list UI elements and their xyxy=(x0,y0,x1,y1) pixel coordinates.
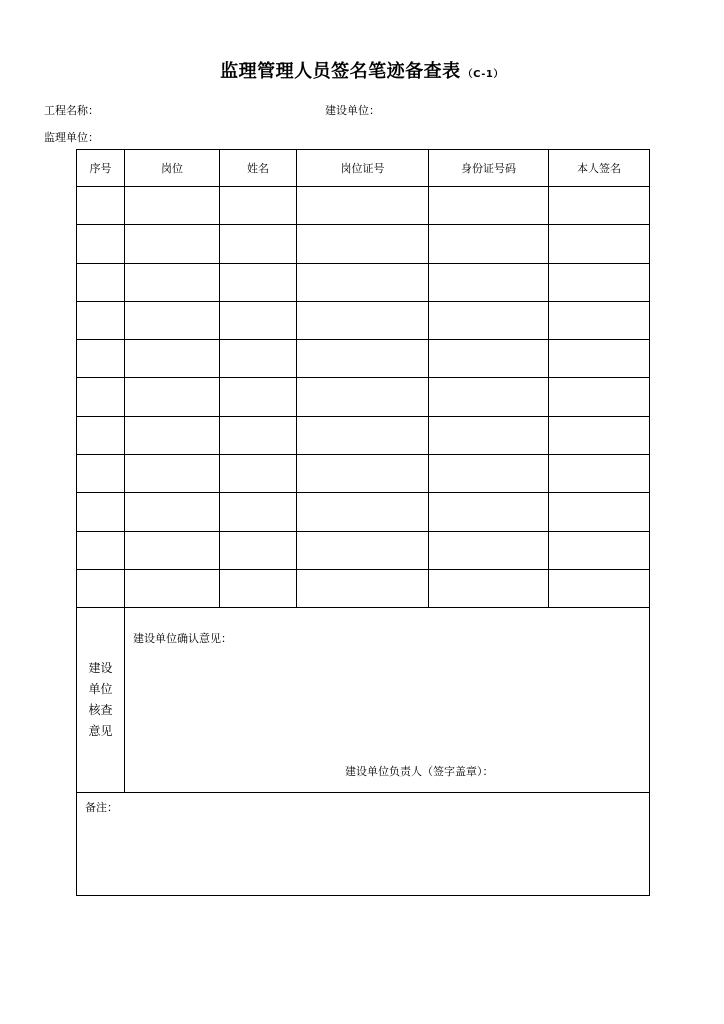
remarks-label: 备注： xyxy=(85,801,118,815)
header-name: 姓名 xyxy=(220,150,297,187)
table-header-row xyxy=(77,150,650,187)
table-cell[interactable] xyxy=(220,455,297,493)
responsible-person-sign-label: 建设单位负责人（签字盖章）： xyxy=(345,765,494,779)
table-cell[interactable] xyxy=(297,263,429,301)
table-cell[interactable] xyxy=(297,569,429,607)
table-cell[interactable] xyxy=(429,531,549,569)
table-cell[interactable] xyxy=(77,531,125,569)
table-cell[interactable] xyxy=(220,378,297,416)
verification-label-line: 核查 xyxy=(88,703,113,718)
table-cell[interactable] xyxy=(297,340,429,378)
table-cell[interactable] xyxy=(77,416,125,454)
table-cell[interactable] xyxy=(429,263,549,301)
table-cell[interactable] xyxy=(125,340,220,378)
table-cell[interactable] xyxy=(125,455,220,493)
header-position: 岗位 xyxy=(125,150,220,187)
table-cell[interactable] xyxy=(77,340,125,378)
table-cell[interactable] xyxy=(220,225,297,263)
supervision-unit-label: 监理单位： xyxy=(44,131,99,144)
table-cell[interactable] xyxy=(297,416,429,454)
table-cell[interactable] xyxy=(429,416,549,454)
table-cell[interactable] xyxy=(125,187,220,225)
header-signature: 本人签名 xyxy=(549,150,650,187)
table-row xyxy=(77,301,650,339)
project-name-label: 工程名称： xyxy=(44,104,99,117)
table-cell[interactable] xyxy=(77,187,125,225)
signature-record-table xyxy=(76,149,650,896)
table-cell[interactable] xyxy=(549,378,650,416)
table-cell[interactable] xyxy=(429,378,549,416)
table-cell[interactable] xyxy=(77,301,125,339)
confirm-opinion-label: 建设单位确认意见： xyxy=(133,632,232,646)
verification-label-cell xyxy=(77,608,125,793)
table-cell[interactable] xyxy=(549,531,650,569)
table-cell[interactable] xyxy=(77,225,125,263)
table-cell[interactable] xyxy=(220,263,297,301)
table-cell[interactable] xyxy=(549,416,650,454)
table-cell[interactable] xyxy=(77,455,125,493)
table-row xyxy=(77,455,650,493)
table-cell[interactable] xyxy=(429,187,549,225)
table-row xyxy=(77,187,650,225)
table-cell[interactable] xyxy=(429,225,549,263)
table-row xyxy=(77,493,650,531)
table-cell[interactable] xyxy=(125,493,220,531)
construction-unit-label: 建设单位： xyxy=(325,104,380,117)
table-cell[interactable] xyxy=(297,493,429,531)
header-serial-no: 序号 xyxy=(77,150,125,187)
table-row xyxy=(77,569,650,607)
table-cell[interactable] xyxy=(549,340,650,378)
remarks-row xyxy=(77,793,650,896)
table-cell[interactable] xyxy=(549,187,650,225)
table-cell[interactable] xyxy=(297,378,429,416)
table-cell[interactable] xyxy=(220,416,297,454)
table-cell[interactable] xyxy=(125,569,220,607)
table-cell[interactable] xyxy=(77,378,125,416)
table-cell[interactable] xyxy=(125,263,220,301)
table-cell[interactable] xyxy=(297,187,429,225)
table-row xyxy=(77,263,650,301)
table-row xyxy=(77,416,650,454)
table-cell[interactable] xyxy=(220,493,297,531)
table-cell[interactable] xyxy=(549,225,650,263)
table-cell[interactable] xyxy=(125,416,220,454)
table-cell[interactable] xyxy=(297,455,429,493)
table-cell[interactable] xyxy=(429,569,549,607)
verification-label-line: 单位 xyxy=(88,682,113,697)
form-code: （C-1） xyxy=(462,69,504,80)
table-cell[interactable] xyxy=(125,225,220,263)
table-cell[interactable] xyxy=(125,531,220,569)
table-cell[interactable] xyxy=(297,531,429,569)
table-cell[interactable] xyxy=(220,340,297,378)
table-cell[interactable] xyxy=(549,263,650,301)
table-cell[interactable] xyxy=(429,340,549,378)
table-cell[interactable] xyxy=(549,493,650,531)
table-cell[interactable] xyxy=(220,301,297,339)
verification-row xyxy=(77,608,650,793)
table-cell[interactable] xyxy=(77,569,125,607)
table-cell[interactable] xyxy=(77,263,125,301)
verification-label-line: 建设 xyxy=(88,661,113,676)
table-cell[interactable] xyxy=(549,455,650,493)
table-cell[interactable] xyxy=(429,455,549,493)
title-text: 监理管理人员签名笔迹备查表 xyxy=(220,61,461,82)
verification-opinion-cell[interactable] xyxy=(125,608,650,793)
table-cell[interactable] xyxy=(297,301,429,339)
table-cell[interactable] xyxy=(429,493,549,531)
verification-label-line: 意见 xyxy=(88,724,113,739)
table-cell[interactable] xyxy=(549,569,650,607)
table-cell[interactable] xyxy=(220,187,297,225)
table-cell[interactable] xyxy=(549,301,650,339)
header-id-number: 身份证号码 xyxy=(429,150,549,187)
table-cell[interactable] xyxy=(429,301,549,339)
table-cell[interactable] xyxy=(77,493,125,531)
table-row xyxy=(77,225,650,263)
remarks-cell[interactable] xyxy=(77,793,650,896)
table-cell[interactable] xyxy=(220,569,297,607)
table-cell[interactable] xyxy=(125,378,220,416)
table-cell[interactable] xyxy=(220,531,297,569)
header-position-cert-no: 岗位证号 xyxy=(297,150,429,187)
page-title xyxy=(0,57,724,83)
table-row xyxy=(77,378,650,416)
table-cell[interactable] xyxy=(125,301,220,339)
table-row xyxy=(77,340,650,378)
table-cell[interactable] xyxy=(297,225,429,263)
table-row xyxy=(77,531,650,569)
